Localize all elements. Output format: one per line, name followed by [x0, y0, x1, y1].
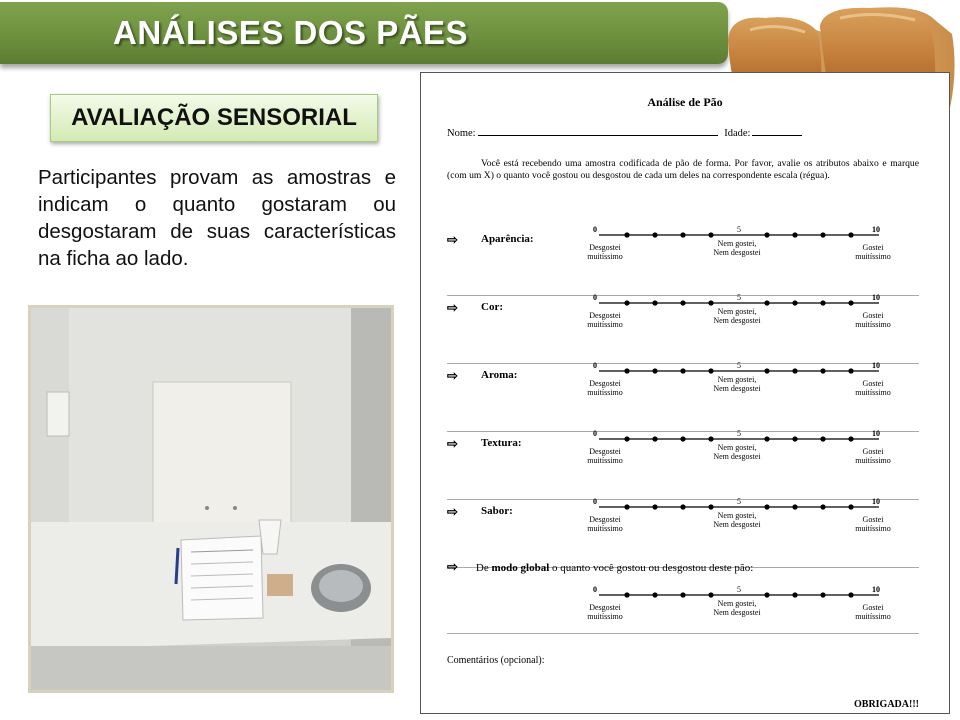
- section-subtitle: AVALIAÇÃO SENSORIAL: [50, 94, 378, 142]
- attribute-name: Sabor:: [481, 505, 513, 517]
- attribute-row: [447, 225, 919, 296]
- age-field[interactable]: [752, 126, 802, 136]
- scale-dot[interactable]: [680, 504, 685, 509]
- scale-mid: 5: [737, 293, 741, 302]
- comments-label: Comentários (opcional):: [447, 655, 545, 666]
- scale-dot[interactable]: [652, 232, 657, 237]
- global-scale-row: [447, 585, 919, 634]
- scale-dot[interactable]: [792, 504, 797, 509]
- scale-min: 0: [593, 585, 597, 594]
- high-label: Gostei muitíssimo: [855, 379, 891, 397]
- scale-dot[interactable]: [624, 592, 629, 597]
- scale-mid: 5: [737, 225, 741, 234]
- right-arrow-icon: ⇨: [447, 368, 458, 383]
- right-arrow-icon: ⇨: [447, 436, 458, 451]
- right-arrow-icon: ⇨: [447, 504, 458, 519]
- right-arrow-icon: ⇨: [447, 232, 458, 247]
- name-field[interactable]: [478, 126, 718, 136]
- form-instructions: Você está recebendo uma amostra codificada de pão de forma. Por favor, avalie os atributos abaixo e marque (com um X) o quanto você gostou ou desgostou de cada um deles na correspondente escala (régua).: [447, 158, 919, 181]
- title-banner: [0, 2, 728, 64]
- high-label: Gostei muitíssimo: [855, 447, 891, 465]
- low-label: Desgostei muitíssimo: [587, 515, 623, 533]
- mid-label: Nem gostei, Nem desgostei: [713, 239, 761, 257]
- attribute-row: [447, 293, 919, 364]
- scale-dot[interactable]: [764, 436, 769, 441]
- scale-dot[interactable]: [820, 592, 825, 597]
- low-label: Desgostei muitíssimo: [587, 379, 623, 397]
- attribute-name: Cor:: [481, 301, 503, 313]
- scale-min: 0: [593, 225, 597, 234]
- scale-mid: 5: [737, 497, 741, 506]
- mid-label: Nem gostei, Nem desgostei: [713, 511, 761, 529]
- high-label: Gostei muitíssimo: [855, 515, 891, 533]
- low-label: Desgostei muitíssimo: [587, 311, 623, 329]
- mid-label: Nem gostei, Nem desgostei: [713, 599, 761, 617]
- form-title: Análise de Pão: [647, 95, 723, 109]
- scale-dot[interactable]: [820, 232, 825, 237]
- mid-label: Nem gostei, Nem desgostei: [713, 443, 761, 461]
- scale-dot[interactable]: [708, 232, 713, 237]
- slide-title: ANÁLISES DOS PÃES: [113, 14, 469, 51]
- scale-dot[interactable]: [708, 592, 713, 597]
- scale-min: 0: [593, 429, 597, 438]
- scale-max: 10: [872, 293, 880, 302]
- name-label: Nome:: [447, 128, 476, 139]
- scale-dot[interactable]: [848, 232, 853, 237]
- scale-dot[interactable]: [708, 300, 713, 305]
- scale-dot[interactable]: [820, 300, 825, 305]
- low-label: Desgostei muitíssimo: [587, 603, 623, 621]
- scale-dot[interactable]: [792, 368, 797, 373]
- attribute-name: Aroma:: [481, 369, 518, 381]
- scale-dot[interactable]: [652, 300, 657, 305]
- scale-dot[interactable]: [708, 368, 713, 373]
- scale-dot[interactable]: [792, 592, 797, 597]
- attribute-row: [447, 429, 919, 500]
- scale-min: 0: [593, 293, 597, 302]
- high-label: Gostei muitíssimo: [855, 603, 891, 621]
- sensory-evaluation-form: [420, 72, 950, 714]
- scale-dot[interactable]: [624, 300, 629, 305]
- low-label: Desgostei muitíssimo: [587, 243, 623, 261]
- scale-max: 10: [872, 497, 880, 506]
- scale-dot[interactable]: [848, 300, 853, 305]
- scale-dot[interactable]: [764, 592, 769, 597]
- scale-min: 0: [593, 361, 597, 370]
- attribute-name: Aparência:: [481, 233, 534, 245]
- mid-label: Nem gostei, Nem desgostei: [713, 375, 761, 393]
- scale-dot[interactable]: [652, 368, 657, 373]
- scale-dot[interactable]: [792, 300, 797, 305]
- scale-max: 10: [872, 429, 880, 438]
- scale-dot[interactable]: [624, 232, 629, 237]
- high-label: Gostei muitíssimo: [855, 243, 891, 261]
- high-label: Gostei muitíssimo: [855, 311, 891, 329]
- scale-dot[interactable]: [652, 436, 657, 441]
- attribute-name: Textura:: [481, 437, 522, 449]
- scale-dot[interactable]: [792, 436, 797, 441]
- scale-dot[interactable]: [624, 436, 629, 441]
- scale-dot[interactable]: [652, 504, 657, 509]
- scale-dot[interactable]: [764, 300, 769, 305]
- global-bold: modo global: [491, 562, 550, 574]
- scale-dot[interactable]: [820, 504, 825, 509]
- scale-max: 10: [872, 225, 880, 234]
- scale-mid: 5: [737, 429, 741, 438]
- scale-dot[interactable]: [792, 232, 797, 237]
- scale-min: 0: [593, 497, 597, 506]
- scale-dot[interactable]: [624, 504, 629, 509]
- scale-dot[interactable]: [680, 436, 685, 441]
- name-age-row: [447, 126, 802, 139]
- scale-dot[interactable]: [820, 368, 825, 373]
- low-label: Desgostei muitíssimo: [587, 447, 623, 465]
- tasting-booth-photo: [28, 305, 394, 693]
- scale-dot[interactable]: [708, 436, 713, 441]
- attribute-row: [447, 361, 919, 432]
- right-arrow-icon: ⇨: [447, 559, 458, 574]
- description-text: Participantes provam as amostras e indicam o quanto gostaram ou desgostaram de suas características na ficha ao lado.: [38, 166, 396, 270]
- scale-dot[interactable]: [680, 592, 685, 597]
- attribute-row: [447, 497, 919, 568]
- scale-mid: 5: [737, 585, 741, 594]
- scale-max: 10: [872, 585, 880, 594]
- age-label: Idade:: [724, 128, 751, 139]
- scale-dot[interactable]: [848, 368, 853, 373]
- scale-dot[interactable]: [652, 592, 657, 597]
- global-question: [447, 559, 753, 575]
- scale-max: 10: [872, 361, 880, 370]
- scale-dot[interactable]: [680, 232, 685, 237]
- mid-label: Nem gostei, Nem desgostei: [713, 307, 761, 325]
- scale-dot[interactable]: [820, 436, 825, 441]
- scale-dot[interactable]: [764, 504, 769, 509]
- scale-dot[interactable]: [680, 300, 685, 305]
- scale-dot[interactable]: [764, 368, 769, 373]
- scale-dot[interactable]: [680, 368, 685, 373]
- scale-dot[interactable]: [624, 368, 629, 373]
- scale-dot[interactable]: [848, 592, 853, 597]
- global-suffix: o quanto você gostou ou desgostou deste pão:: [552, 562, 754, 574]
- scale-mid: 5: [737, 361, 741, 370]
- scale-dot[interactable]: [764, 232, 769, 237]
- scale-dot[interactable]: [848, 436, 853, 441]
- scale-dot[interactable]: [708, 504, 713, 509]
- global-prefix: De: [475, 562, 489, 574]
- thanks-text: OBRIGADA!!!: [854, 699, 919, 710]
- scale-dot[interactable]: [848, 504, 853, 509]
- right-arrow-icon: ⇨: [447, 300, 458, 315]
